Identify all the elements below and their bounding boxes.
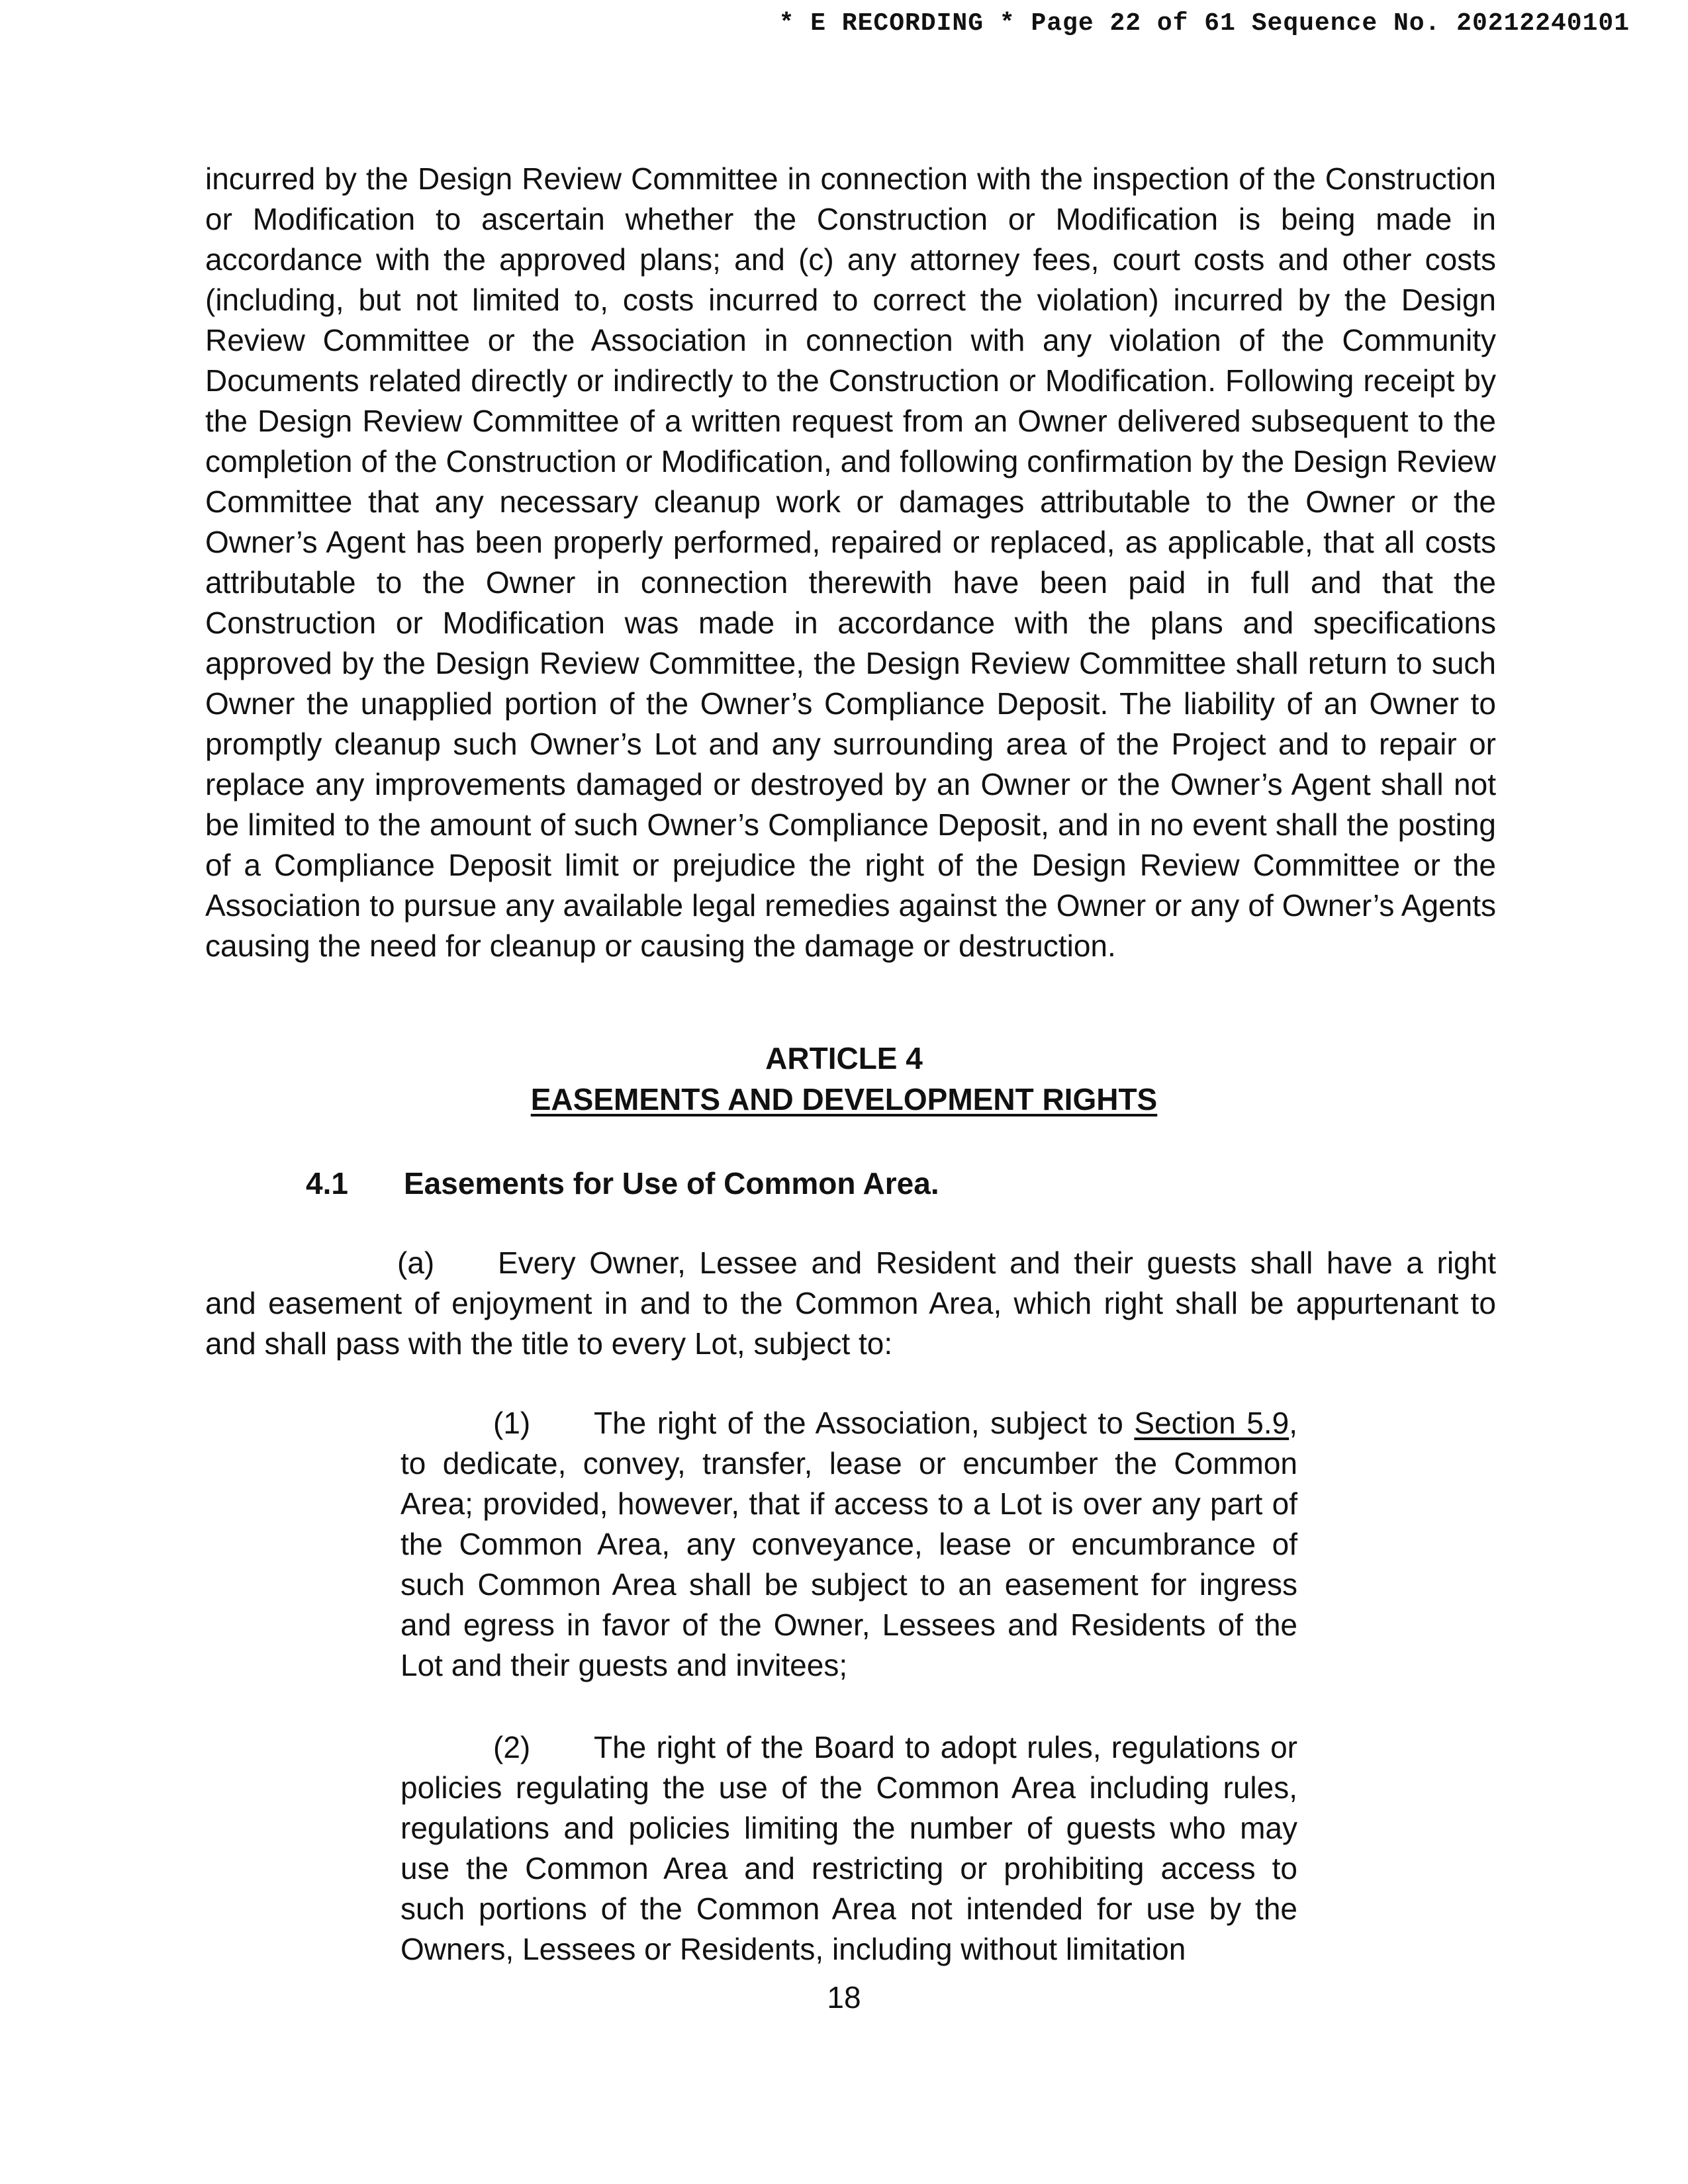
section-title: Easements for Use of Common Area.: [404, 1166, 939, 1201]
section-reference-link: Section 5.9: [1134, 1406, 1289, 1440]
subsection-a-label: (a): [397, 1246, 435, 1280]
item-2-text: The right of the Board to adopt rules, regulations or policies regulating the use of the Common Area including rules, regulations and policies limiting the number of guests who may use the Common Area and restricting or prohibiting access to such portions of the Common Area not intended for use by the Owners, Lessees or Residents, including without limitation: [400, 1730, 1297, 1966]
item-2-label: (2): [493, 1730, 531, 1764]
continuation-paragraph: incurred by the Design Review Committee in connection with the inspection of the Construction or Modification to ascertain whether the Construction or Modification is being made in accordance with the approved plans; and (c) any attorney fees, court costs and other costs (including, but not limited to, costs incurred to correct the violation) incurred by the Design Review Committee or the Association in connection with any violation of the Community Documents related directly or indirectly to the Construction or Modification. Following receipt by the Design Review Committee of a written request from an Owner delivered subsequent to the completion of the Construction or Modification, and following confirmation by the Design Review Committee that any necessary cleanup work or damages attributable to the Owner or the Owner’s Agent has been properly performed, repaired or replaced, as applicable, that all costs attributable to the Owner in connection therewith have been paid in full and that the Construction or Modification was made in accordance with the plans and specifications approved by the Design Review Committee, the Design Review Committee shall return to such Owner the unapplied portion of the Owner’s Compliance Deposit. The liability of an Owner to promptly cleanup such Owner’s Lot and any surrounding area of the Project and to repair or replace any improvements damaged or destroyed by an Owner or the Owner’s Agent shall not be limited to the amount of such Owner’s Compliance Deposit, and in no event shall the posting of a Compliance Deposit limit or prejudice the right of the Design Review Committee or the Association to pursue any available legal remedies against the Owner or any of Owner’s Agents causing the need for cleanup or causing the damage or destruction.: [205, 161, 1496, 963]
article-number: ARTICLE 4: [765, 1041, 923, 1075]
recording-stamp: * E RECORDING * Page 22 of 61 Sequence No. 20212240101: [778, 9, 1630, 38]
item-1-paragraph: [400, 1403, 1297, 1686]
item-1-text-after: , to dedicate, convey, transfer, lease or encumber the Common Area; provided, however, that if access to a Lot is over any part of the Common Area, any conveyance, lease or encumbrance of such Common Area shall be subject to an easement for ingress and egress in favor of the Owner, Lessees and Residents of the Lot and their guests and invitees;: [400, 1406, 1297, 1682]
item-1-label: (1): [493, 1406, 531, 1440]
subsection-a-paragraph: [205, 1243, 1496, 1364]
item-1-text-before: The right of the Association, subject to: [594, 1406, 1135, 1440]
section-heading: [306, 1163, 939, 1204]
item-2-paragraph: [400, 1727, 1297, 1970]
article-title: [0, 1079, 1688, 1120]
article-heading: [0, 1038, 1688, 1120]
article-title-text: EASEMENTS AND DEVELOPMENT RIGHTS: [530, 1082, 1158, 1116]
section-number: 4.1: [306, 1166, 348, 1201]
page-number: 18: [827, 1980, 861, 2015]
subsection-a-text: Every Owner, Lessee and Resident and their guests shall have a right and easement of enjoyment in and to the Common Area, which right shall be appurtenant to and shall pass with the title to every Lot, subject to:: [205, 1246, 1496, 1361]
